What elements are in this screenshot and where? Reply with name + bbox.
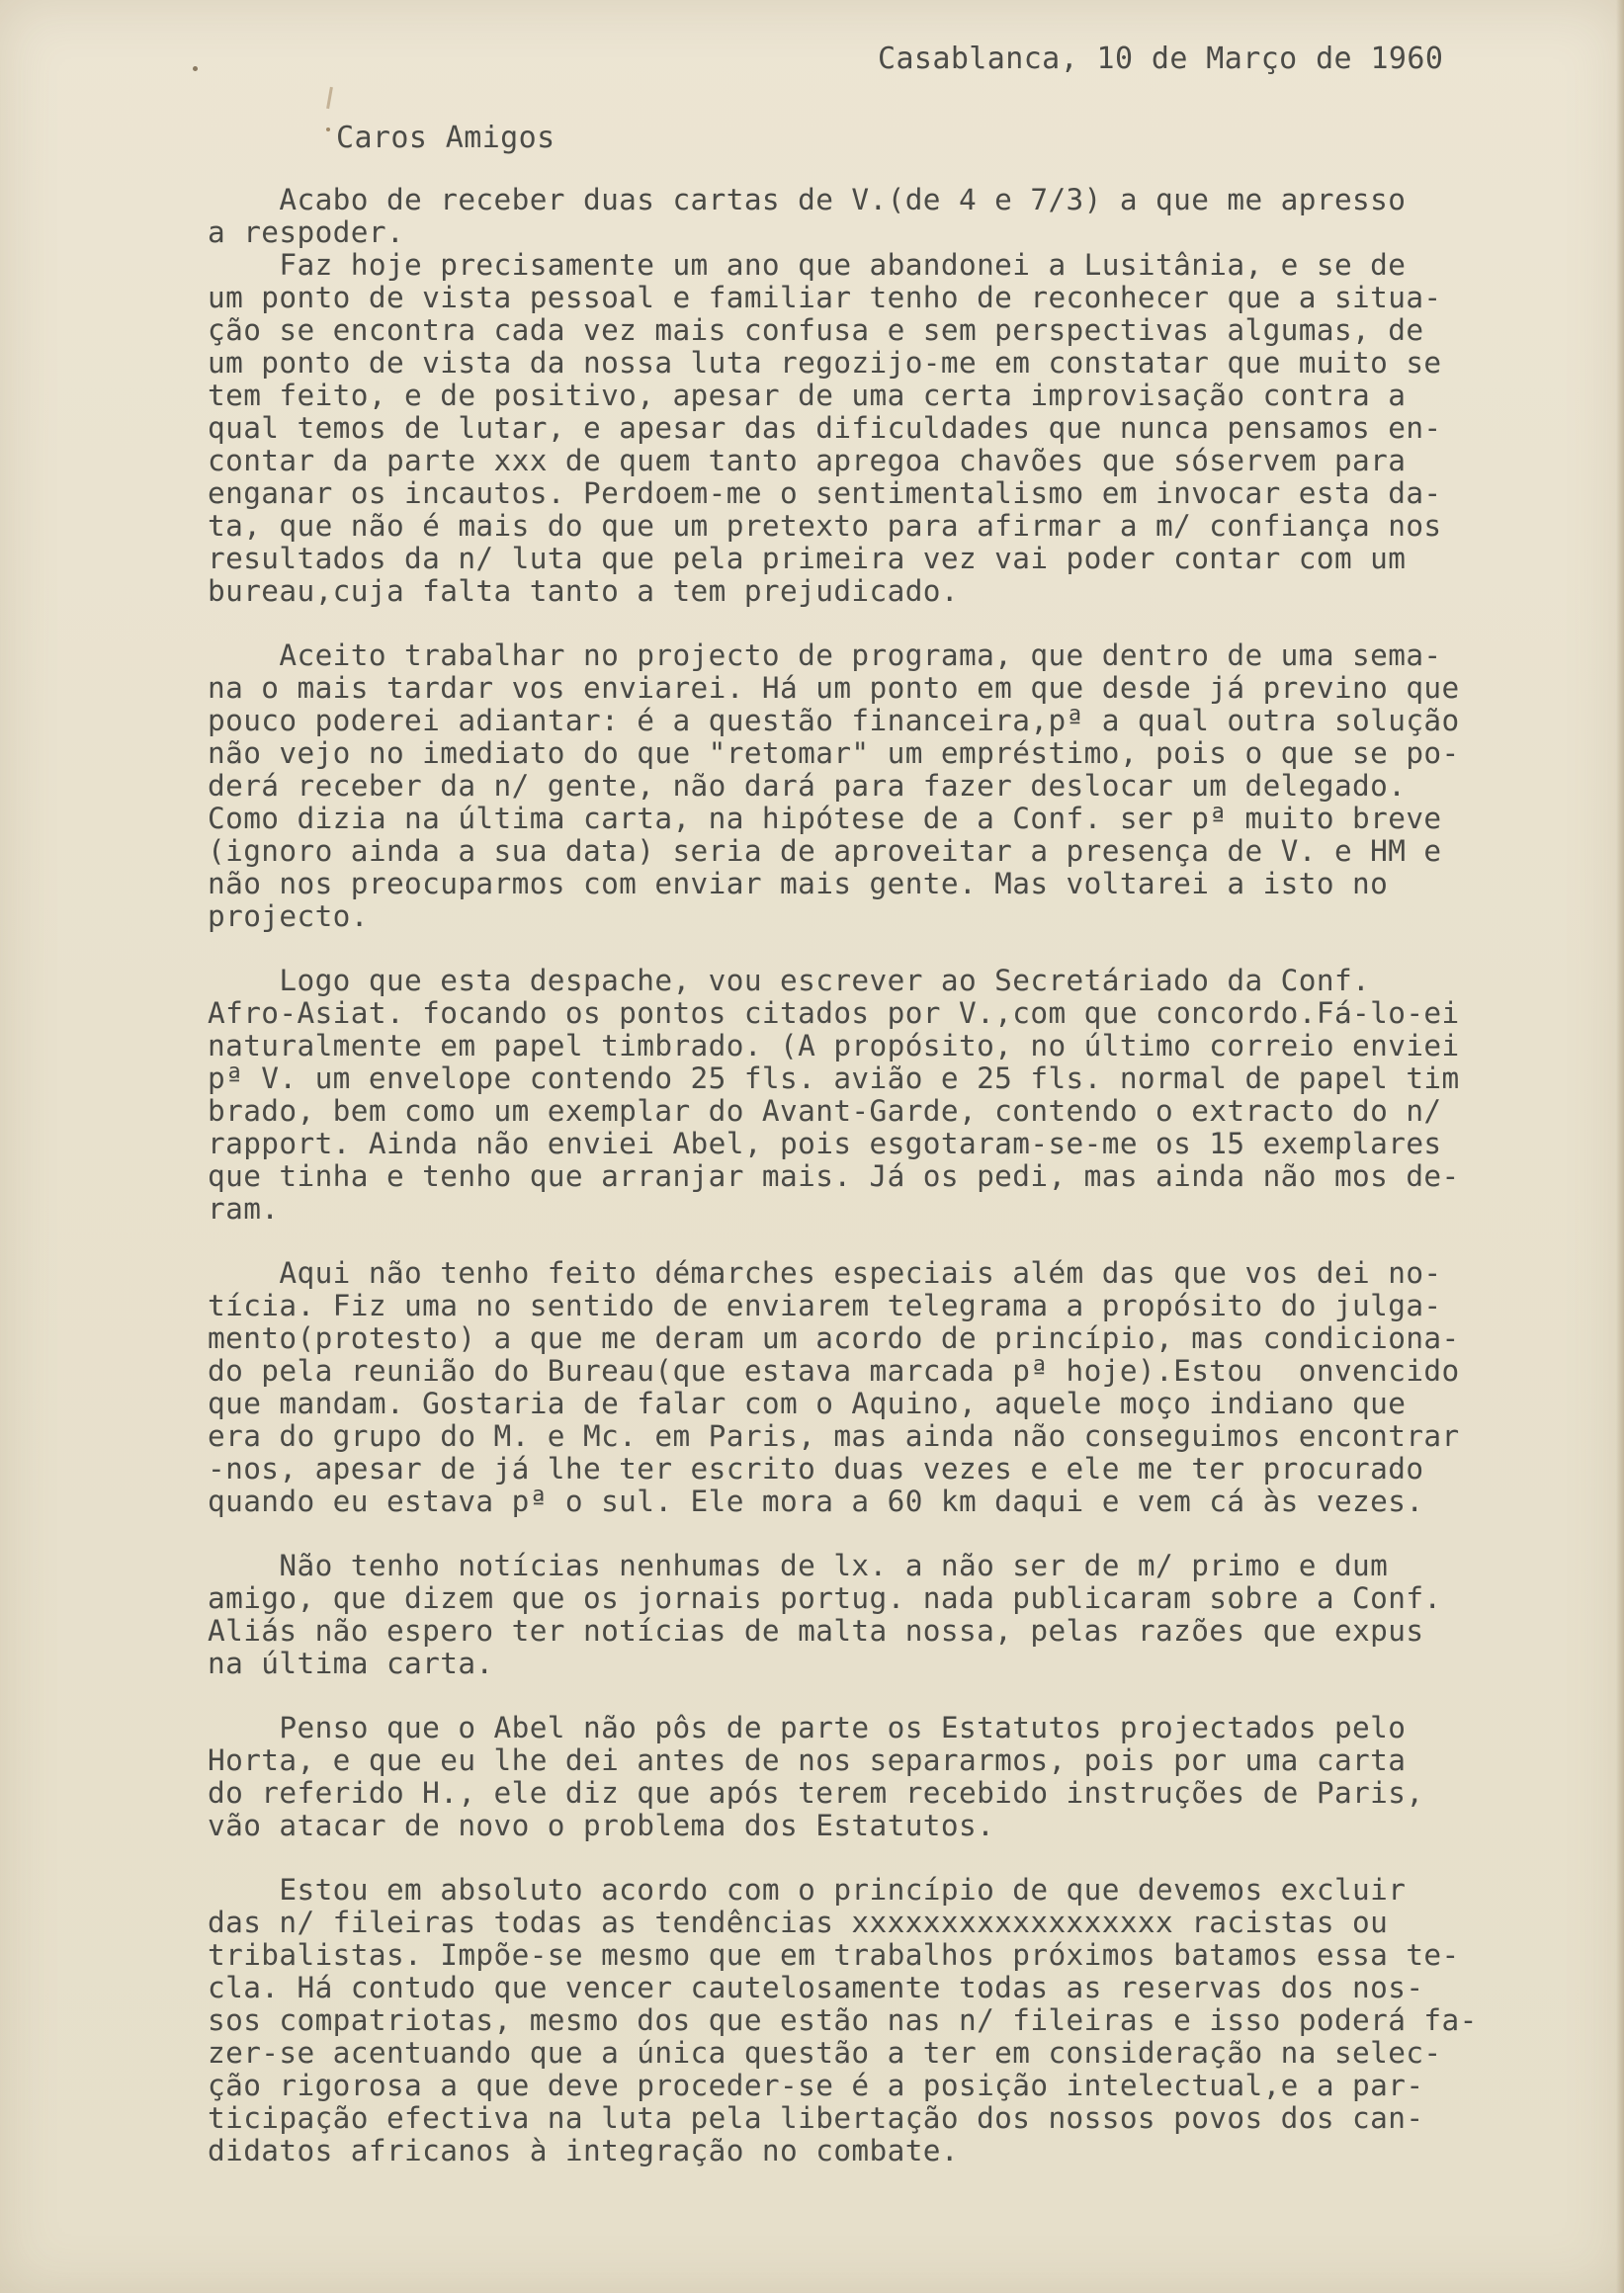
ink-mark bbox=[326, 87, 333, 109]
letter-body bbox=[208, 184, 1611, 2199]
text-line: ticipação efectiva na luta pela libertação dos nossos povos dos can- bbox=[208, 2101, 1424, 2135]
text-line: Logo que esta despache, vou escrever ao Secretáriado da Conf. bbox=[208, 964, 1371, 997]
text-line: contar da parte xxx de quem tanto apregoa chavões que sóservem para bbox=[208, 444, 1407, 477]
text-line: sos compatriotas, mesmo dos que estão nas n/ fileiras e isso poderá fa- bbox=[208, 2003, 1478, 2037]
text-line: era do grupo do M. e Mc. em Paris, mas ainda não conseguimos encontrar bbox=[208, 1419, 1460, 1453]
text-line: amigo, que dizem que os jornais portug. nada publicaram sobre a Conf. bbox=[208, 1581, 1442, 1615]
text-line: pª V. um envelope contendo 25 fls. avião e 25 fls. normal de papel tim bbox=[208, 1062, 1460, 1095]
text-line: do pela reunião do Bureau(que estava marcada pª hoje).Estou onvencido bbox=[208, 1354, 1460, 1388]
text-line: Faz hoje precisamente um ano que abandonei a Lusitânia, e se de bbox=[208, 248, 1407, 282]
text-line: pouco poderei adiantar: é a questão financeira,pª a qual outra solução bbox=[208, 704, 1460, 737]
text-line: um ponto de vista da nossa luta regozijo-me em constatar que muito se bbox=[208, 346, 1442, 380]
text-line: não nos preocuparmos com enviar mais gente. Mas voltarei a isto no bbox=[208, 867, 1389, 900]
text-line: bureau,cuja falta tanto a tem prejudicado. bbox=[208, 574, 959, 608]
text-line: derá receber da n/ gente, não dará para fazer deslocar um delegado. bbox=[208, 769, 1407, 803]
text-line: tribalistas. Impõe-se mesmo que em trabalhos próximos batamos essa te- bbox=[208, 1938, 1460, 1972]
text-line: resultados da n/ luta que pela primeira vez vai poder contar com um bbox=[208, 542, 1407, 575]
text-line: (ignoro ainda a sua data) seria de aproveitar a presença de V. e HM e bbox=[208, 834, 1442, 868]
text-line: vão atacar de novo o problema dos Estatutos. bbox=[208, 1809, 995, 1842]
text-line: tícia. Fiz uma no sentido de enviarem telegrama a propósito do julga- bbox=[208, 1289, 1442, 1322]
dateline: Casablanca, 10 de Março de 1960 bbox=[878, 42, 1444, 76]
text-line: rapport. Ainda não enviei Abel, pois esgotaram-se-me os 15 exemplares bbox=[208, 1127, 1442, 1160]
text-line: Estou em absoluto acordo com o princípio de que devemos excluir bbox=[208, 1873, 1407, 1907]
text-line: enganar os incautos. Perdoem-me o sentimentalismo em invocar esta da- bbox=[208, 476, 1442, 510]
text-line: ção rigorosa a que deve proceder-se é a posição intelectual,e a par- bbox=[208, 2069, 1424, 2102]
text-line: Horta, e que eu lhe dei antes de nos separarmos, pois por uma carta bbox=[208, 1743, 1407, 1777]
paragraph-1 bbox=[208, 184, 1611, 608]
text-line: Aliás não espero ter notícias de malta nossa, pelas razões que expus bbox=[208, 1614, 1424, 1648]
text-line: Afro-Asiat. focando os pontos citados por V.,com que concordo.Fá-lo-ei bbox=[208, 996, 1460, 1030]
text-line: um ponto de vista pessoal e familiar tenho de reconhecer que a situa- bbox=[208, 281, 1442, 314]
text-line: Não tenho notícias nenhumas de lx. a não ser de m/ primo e dum bbox=[208, 1549, 1389, 1582]
text-line: Aqui não tenho feito démarches especiais além das que vos dei no- bbox=[208, 1256, 1442, 1290]
text-line: cla. Há contudo que vencer cautelosamente todas as reservas dos nos- bbox=[208, 1971, 1424, 2004]
text-line: mento(protesto) a que me deram um acordo de princípio, mas condiciona- bbox=[208, 1321, 1460, 1355]
ink-spot bbox=[193, 66, 198, 71]
text-line: das n/ fileiras todas as tendências xxxxxxxxxxxxxxxxxx racistas ou bbox=[208, 1906, 1389, 1939]
text-line: brado, bem como um exemplar do Avant-Garde, contendo o extracto do n/ bbox=[208, 1094, 1442, 1128]
text-line: -nos, apesar de já lhe ter escrito duas vezes e ele me ter procurado bbox=[208, 1452, 1424, 1486]
paragraph-3 bbox=[208, 965, 1611, 1226]
text-line: didatos africanos à integração no combate. bbox=[208, 2134, 959, 2167]
text-line: não vejo no imediato do que "retomar" um empréstimo, pois o que se po- bbox=[208, 736, 1460, 770]
text-line: tem feito, e de positivo, apesar de uma certa improvisação contra a bbox=[208, 379, 1407, 412]
paragraph-6 bbox=[208, 1712, 1611, 1842]
paragraph-7 bbox=[208, 1874, 1611, 2167]
text-line: zer-se acentuando que a única questão a ter em consideração na selec- bbox=[208, 2036, 1442, 2070]
paper-edge bbox=[1616, 0, 1624, 2293]
text-line: Penso que o Abel não pôs de parte os Estatutos projectados pelo bbox=[208, 1711, 1407, 1744]
text-line: Acabo de receber duas cartas de V.(de 4 e 7/3) a que me apresso bbox=[208, 183, 1407, 216]
text-line: quando eu estava pª o sul. Ele mora a 60 km daqui e vem cá às vezes. bbox=[208, 1485, 1424, 1518]
text-line: naturalmente em papel timbrado. (A propósito, no último correio enviei bbox=[208, 1029, 1460, 1062]
paragraph-2 bbox=[208, 639, 1611, 933]
text-line: na o mais tardar vos enviarei. Há um ponto em que desde já previno que bbox=[208, 671, 1460, 705]
paragraph-4 bbox=[208, 1257, 1611, 1518]
text-line: que mandam. Gostaria de falar com o Aquino, aquele moço indiano que bbox=[208, 1387, 1407, 1420]
text-line: projecto. bbox=[208, 899, 369, 933]
text-line: qual temos de lutar, e apesar das dificuldades que nunca pensamos en- bbox=[208, 411, 1442, 445]
text-line: a respoder. bbox=[208, 215, 405, 249]
ink-spot bbox=[326, 127, 330, 131]
text-line: ção se encontra cada vez mais confusa e sem perspectivas algumas, de bbox=[208, 313, 1424, 347]
salutation: Caros Amigos bbox=[336, 121, 556, 155]
text-line: do referido H., ele diz que após terem recebido instruções de Paris, bbox=[208, 1776, 1424, 1810]
text-line: ram. bbox=[208, 1192, 280, 1226]
text-line: ta, que não é mais do que um pretexto para afirmar a m/ confiança nos bbox=[208, 509, 1442, 543]
paragraph-5 bbox=[208, 1550, 1611, 1680]
text-line: na última carta. bbox=[208, 1647, 494, 1680]
text-line: Aceito trabalhar no projecto de programa, que dentro de uma sema- bbox=[208, 638, 1442, 672]
text-line: que tinha e tenho que arranjar mais. Já os pedi, mas ainda não mos de- bbox=[208, 1159, 1460, 1193]
text-line: Como dizia na última carta, na hipótese de a Conf. ser pª muito breve bbox=[208, 802, 1442, 835]
